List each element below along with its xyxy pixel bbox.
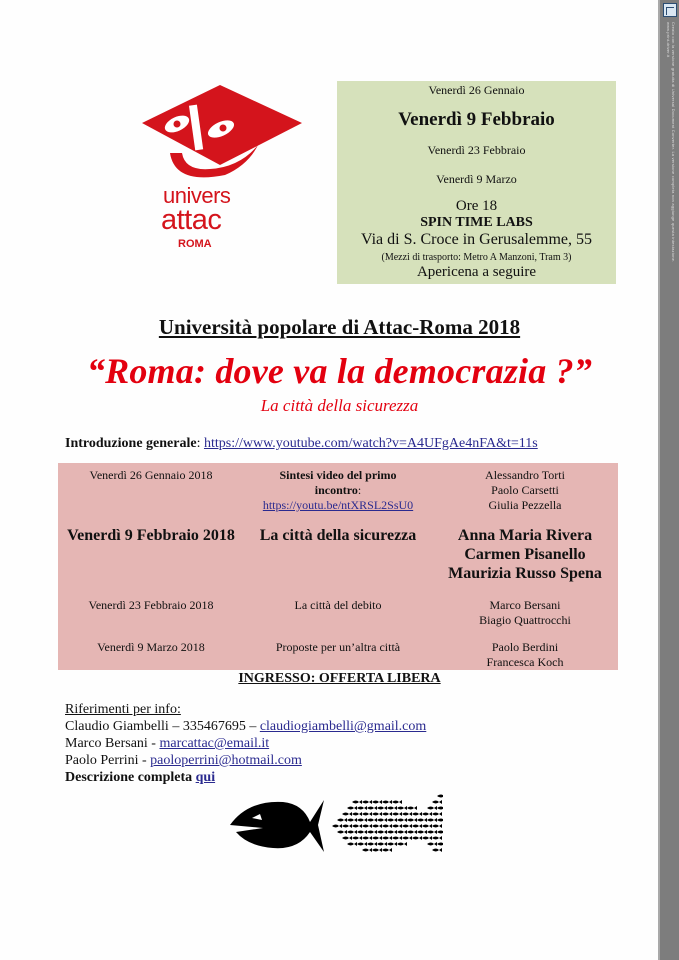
small-fish-icon [437,794,443,798]
contact-email-link[interactable]: claudiogiambelli@gmail.com [259,719,427,734]
small-fish-icon [332,824,342,828]
event-info-box [337,81,616,284]
row1-topic-colon: : [357,483,362,497]
small-fish-icon [342,812,352,816]
small-fish-icon [372,836,382,840]
small-fish-icon [387,806,397,810]
small-fish-icon [422,836,432,840]
row2-date: Venerdì 9 Febbraio 2018 [67,527,235,544]
small-fish-icon [367,842,377,846]
contact-email-link[interactable]: marcattac@email.it [159,736,270,751]
contact-name: Paolo Perrini - [65,753,151,768]
small-fish-icon [407,806,417,810]
small-fish-icon [377,830,387,834]
info-date-1: Venerdì 26 Gennaio [428,83,525,97]
small-fish-icon [402,812,412,816]
contact-email-link[interactable]: paoloperrini@hotmail.com [150,753,302,768]
small-fish-icon [432,800,442,804]
small-fish-icon [402,824,412,828]
small-fish-icon [362,824,372,828]
row4-speakers [432,640,618,670]
small-fish-icon [437,818,443,822]
info-date-4: Venerdì 9 Marzo [436,172,517,186]
small-fish-icon [347,830,357,834]
logo-text-roma: ROMA [178,238,212,250]
row2-speakers [432,526,618,583]
small-fish-icon [352,800,362,804]
small-fish-icon [382,848,392,852]
small-fish-icon [352,836,362,840]
row3-topic: La città del debito [294,598,382,612]
speaker: Giulia Pezzella [488,498,562,512]
ingresso-notice: INGRESSO: OFFERTA LIBERA [238,671,441,686]
row1-speakers [432,468,618,513]
row3-date: Venerdì 23 Febbraio 2018 [88,598,214,612]
small-fish-icon [372,848,382,852]
speaker: Anna Maria Rivera [457,527,593,544]
small-fish-icon [392,800,402,804]
fish-illustration-icon [228,790,443,860]
contact-item [65,718,426,735]
info-date-3: Venerdì 23 Febbraio [427,143,526,157]
info-address: Via di S. Croce in Gerusalemme, 55 [361,231,592,248]
speaker: Alessandro Torti [485,468,565,482]
small-fish-icon [427,818,437,822]
small-fish-icon [382,800,392,804]
small-fish-icon [377,806,387,810]
small-fish-icon [417,818,427,822]
converter-logo-icon [663,3,677,17]
small-fish-icon [372,824,382,828]
small-fish-icon [352,824,362,828]
row1-topic-line1: Sintesi video del primo [279,468,397,482]
small-fish-icon [397,830,407,834]
small-fish-icon [397,842,407,846]
small-fish-icon [372,800,382,804]
intro-line [65,436,538,452]
small-fish-icon [337,830,347,834]
row3-speakers [432,598,618,628]
contacts-header: Riferimenti per info: [65,702,181,717]
logo-text-attac: attac [161,204,222,236]
small-fish-icon [412,836,422,840]
contact-item [65,735,426,752]
small-fish-icon [412,824,422,828]
small-fish-icon [357,818,367,822]
small-fish-icon [422,824,432,828]
small-fish-icon [342,836,352,840]
converter-watermark-text: Creato con la versione gratuita di Universal Document Converter. La versione completa non aggiunge questa intestazione. www.print-driver.it [666,22,676,263]
small-fish-icon [347,806,357,810]
small-fish-icon [352,812,362,816]
small-fish-icon [362,836,372,840]
speaker: Biagio Quattrocchi [479,613,571,627]
small-fish-icon [342,824,352,828]
contact-item [65,752,426,769]
speaker: Francesca Koch [486,655,564,669]
small-fish-icon [432,824,442,828]
contacts-section [65,701,426,786]
info-date-2-highlight: Venerdì 9 Febbraio [398,109,555,130]
small-fish-icon [357,830,367,834]
info-time: Ore 18 [455,198,498,214]
row4-date: Venerdì 9 Marzo 2018 [97,640,205,654]
small-fish-icon [362,848,372,852]
converter-sidebar [658,0,679,960]
small-fish-icon [437,842,443,846]
contact-name: Marco Bersani - [65,736,160,751]
sub-title: La città della sicurezza [260,396,419,415]
small-fish-icon [437,806,443,810]
page-heading: Università popolare di Attac-Roma 2018 [158,315,521,339]
small-fish-icon [347,842,357,846]
info-transport: (Mezzi di trasporto: Metro A Manzoni, Tram 3) [381,252,572,263]
row1-topic-line2: incontro [314,483,358,497]
small-fish-icon [337,818,347,822]
logo-text-univers: univers [163,183,231,208]
small-fish-icon [387,818,397,822]
small-fish-icon [357,806,367,810]
intro-sep: : [196,436,204,451]
row1-video-link[interactable]: https://youtu.be/ntXRSL2SsU0 [262,498,414,512]
intro-label: Introduzione generale [65,436,197,451]
small-fish-icon [347,818,357,822]
small-fish-icon [437,830,443,834]
description-link[interactable]: qui [195,770,216,785]
contact-name: Claudio Giambelli – 335467695 – [65,719,260,734]
small-fish-icon [432,848,442,852]
small-fish-icon [427,842,437,846]
speaker: Paolo Berdini [491,640,559,654]
small-fish-icon [387,830,397,834]
small-fish-icon [367,818,377,822]
small-fish-icon [392,836,402,840]
small-fish-icon [362,812,372,816]
small-fish-icon [382,824,392,828]
small-fish-icon [392,824,402,828]
small-fish-icon [377,818,387,822]
small-fish-icon [377,842,387,846]
description-label: Descrizione completa [65,770,196,785]
row1-date: Venerdì 26 Gennaio 2018 [89,468,213,482]
small-fish-icon [402,836,412,840]
small-fish-icon [427,830,437,834]
small-fish-icon [397,818,407,822]
main-title: “Roma: dove va la democrazia ?” [86,351,593,391]
intro-video-link[interactable]: https://www.youtube.com/watch?v=A4UFgAe4nFA&t=11s [203,436,538,451]
small-fish-icon [387,842,397,846]
small-fish-icon [392,812,402,816]
row1-topic [245,468,431,513]
small-fish-icon [422,812,432,816]
speaker: Carmen Pisanello [464,546,586,563]
row2-topic: La città della sicurezza [259,527,417,544]
small-fish-icon [427,806,437,810]
description-line [65,769,426,786]
info-extra: Apericena a seguire [416,264,537,280]
speaker: Marco Bersani [489,598,561,612]
small-fish-icon [382,812,392,816]
speaker: Maurizia Russo Spena [448,565,602,582]
small-fish-icon [362,800,372,804]
small-fish-icon [417,830,427,834]
small-fish-icon [357,842,367,846]
small-fish-icon [407,830,417,834]
small-fish-icon [382,836,392,840]
small-fish-icon [367,830,377,834]
small-fish-icon [407,818,417,822]
small-fish-icon [432,836,442,840]
speaker: Paolo Carsetti [491,483,559,497]
row4-topic: Proposte per un’altra città [275,640,401,654]
info-venue: SPIN TIME LABS [420,215,533,230]
small-fish-icon [412,812,422,816]
small-fish-icon [397,806,407,810]
small-fish-icon [372,812,382,816]
schedule-table [58,463,618,670]
small-fish-icon [367,806,377,810]
small-fish-icon [432,812,442,816]
universattac-logo-icon [130,85,330,260]
